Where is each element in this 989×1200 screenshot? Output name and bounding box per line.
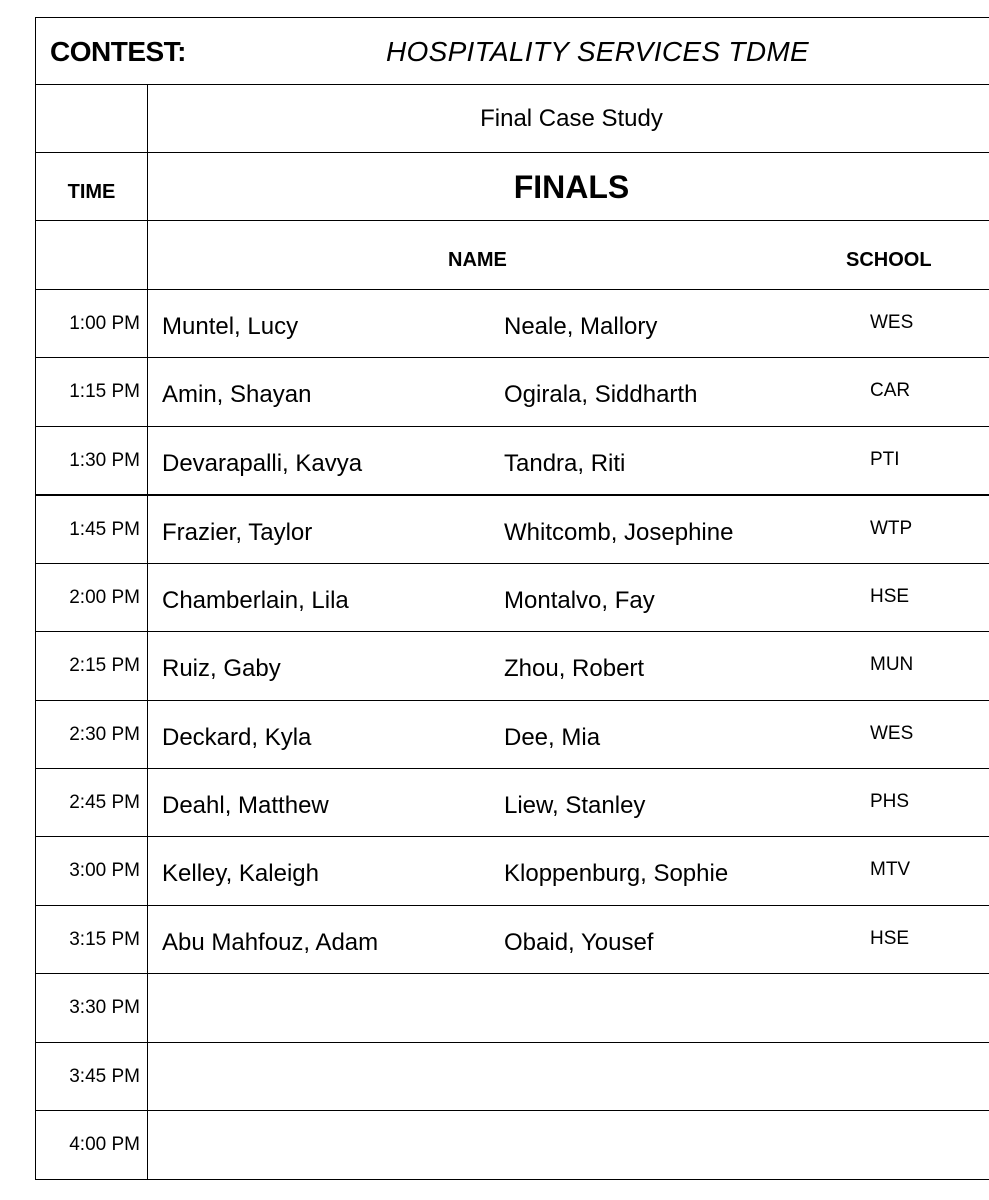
column-header-row [36,221,989,290]
name-cell-second: Montalvo, Fay [504,587,655,614]
name-cell-first: Kelley, Kaleigh [162,860,319,887]
name-cell-first: Chamberlain, Lila [162,587,349,614]
name-cell-first: Deahl, Matthew [162,792,329,819]
table-row [36,290,989,358]
school-cell: PTI [870,449,900,470]
name-cell-second: Zhou, Robert [504,655,645,682]
time-cell: 2:45 PM [69,792,140,813]
name-cell-second: Ogirala, Siddharth [504,381,698,408]
name-cell-first: Deckard, Kyla [162,724,312,751]
time-cell: 3:15 PM [69,929,140,950]
case-study-title: Final Case Study [480,105,663,132]
school-cell: WTP [870,518,913,539]
contest-name: HOSPITALITY SERVICES TDME [386,36,809,67]
finals-heading: FINALS [513,169,630,205]
table-row [36,496,989,564]
name-cell-first: Muntel, Lucy [162,313,299,340]
time-column-divider [147,85,148,1179]
name-cell-second: Tandra, Riti [504,450,626,477]
name-cell-second: Kloppenburg, Sophie [504,860,729,887]
time-cell: 2:30 PM [69,724,140,745]
school-cell: WES [870,723,914,744]
contest-label: CONTEST: [50,36,186,67]
time-cell: 2:15 PM [69,655,140,676]
school-cell: HSE [870,586,910,607]
time-cell: 1:15 PM [69,381,140,402]
name-cell-second: Whitcomb, Josephine [504,519,734,546]
name-cell-first: Devarapalli, Kavya [162,450,363,477]
time-cell: 1:45 PM [69,519,140,540]
school-cell: MTV [870,859,911,880]
name-cell-first: Abu Mahfouz, Adam [162,929,379,956]
table-row [36,1111,989,1179]
time-cell: 2:00 PM [69,587,140,608]
school-cell: MUN [870,654,914,675]
table-row [36,769,989,837]
table-row [36,974,989,1043]
name-cell-second: Neale, Mallory [504,313,658,340]
name-cell-first: Ruiz, Gaby [162,655,281,682]
table-row [36,701,989,769]
table-row [36,632,989,701]
time-cell: 1:00 PM [69,313,140,334]
table-row [36,837,989,906]
table-row [36,1043,989,1111]
contest-row [36,18,989,85]
table-row [36,427,989,496]
table-row [36,906,989,974]
finals-row [36,153,989,221]
schedule-table [35,17,989,1180]
name-column-header: NAME [448,249,507,271]
name-cell-first: Frazier, Taylor [162,519,313,546]
time-cell: 3:30 PM [69,997,140,1018]
school-cell: CAR [870,380,911,401]
name-cell-second: Obaid, Yousef [504,929,654,956]
name-cell-second: Liew, Stanley [504,792,646,819]
time-cell: 4:00 PM [69,1134,140,1155]
time-column-header: TIME [67,181,116,203]
time-cell: 3:45 PM [69,1066,140,1087]
school-cell: PHS [870,791,910,812]
name-cell-second: Dee, Mia [504,724,601,751]
table-row [36,358,989,427]
school-column-header: SCHOOL [846,249,932,271]
time-cell: 3:00 PM [69,860,140,881]
case-study-row [36,85,989,153]
school-cell: WES [870,312,914,333]
table-row [36,564,989,632]
school-cell: HSE [870,928,910,949]
time-cell: 1:30 PM [69,450,140,471]
name-cell-first: Amin, Shayan [162,381,312,408]
